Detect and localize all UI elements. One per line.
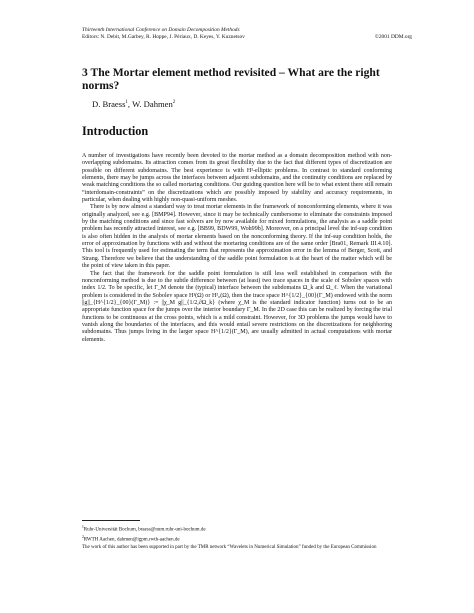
editors-line: Editors: N. Debit, M.Garbey, R. Hoppe, J. Périaux, D. Keyes, Y. Kuznetsov: [82, 33, 245, 40]
author-name: D. Braess: [92, 98, 126, 109]
footnote-text: RWTH Aachen, dahmen@igpm.rwth-aachen.de: [83, 537, 180, 543]
footnote: [82, 524, 392, 534]
footnote-text: Ruhr-Universität Bochum, braess@num.ruhr-uni-bochum.de: [83, 527, 206, 533]
footnote-mark: 1: [82, 525, 84, 529]
conference-name: Thirteenth International Conference on Domain Decomposition Methods: [82, 27, 240, 33]
author-name: , W. Dahmen: [127, 98, 173, 109]
footnote: [82, 534, 392, 544]
footnote-mark: 2: [82, 535, 84, 540]
footnote: [82, 545, 392, 551]
footnote-mark: 1: [125, 100, 128, 105]
paragraph: A number of investigations have recently been devoted to the mortar method as a domain decomposition method with non-overlapping subdomains. Its attraction comes from its great flexibility due to the fact that different types of discretization are possible on different subdomains. The best experience is with H¹-elliptic problems. In contrast to standard conforming elements, there may be jumps across the interfaces between adjacent subdomains, and the continuity conditions are replaced by weak matching conditions the so called mortaring conditions. Our guiding question here will be to what extent there still remain “interdomain-constraints” on the discretizations which are possibly imposed by stability and accuracy requirements, in particular, when dealing with highly non-quasi-uniform meshes.: [82, 153, 392, 204]
footnotes: [82, 524, 392, 551]
footnote-mark: 2: [172, 100, 176, 105]
author-line: [92, 98, 175, 109]
paragraph: The fact that the framework for the saddle point formulation is still less well established in comparison with the nonconforming method is due to the subtle difference between (at least) two trace spaces in the scale of Sobolev spaces with index 1/2. To be specific, let Γ_M denote the (typical) interface between the subdomains Ω_k and Ω_ℓ. When the variational problem is considered in the Sobolev space H¹(Ω) or H¹₀(Ω), then the trace space H^{1/2}_{00}(Γ_M) endowed with the norm ||g||_{H^{1/2}_{00}(Γ_M)} := ||χ_M g||_{1/2,∂Ω_k} (where χ_M is the standard indicator function) turns out to be an appropriate function space for the jumps over the interior boundary Γ_M. In the 2D case this can be realized by forcing the trial functions to be continuous at the cross points, which is a mild constraint. However, for 3D problems the jumps would have to vanish along the boundaries of the interfaces, and this would entail severe restrictions on the discretizations for neighboring subdomains. Thus jumps living in the larger space H^{1/2}(Γ_M), are usually admitted in actual computations with mortar elements.: [82, 270, 392, 343]
paper-title: 3 The Mortar element method revisited – What are the right norms?: [82, 66, 380, 92]
footnote-divider: [82, 520, 140, 521]
copyright-notice: ©2001 DDM.org: [374, 34, 412, 40]
footnote-text: The work of this author has been supported in part by the TMR network “Wavelets in Numerical Simulation” funded by the European Commission: [82, 544, 377, 550]
section-heading: Introduction: [82, 124, 149, 138]
body-text: [82, 153, 392, 344]
paragraph: There is by now almost a standard way to treat mortar elements in the framework of nonconforming elements, where it was originally analyzed, see e.g. [BMP94]. However, since it may be technically cumbersome to eliminate the constraints imposed by the matching conditions and since fast solvers are by now available for mixed formulations, the analysis as a saddle point problem has recently attracted interest, see e.g. [BB99, BDW99, Woh99b]. Moreover, on a principal level the inf-sup condition is also often hidden in the analysis of mortar elements based on the nonconforming theory. If the inf-sup condition holds, the error of approximation by functions with and without the mortaring conditions are of the same order [Bra01, Remark III.4.10]. This tool is frequently used for estimating the term that represents the approximation error in the lemma of Berger, Scott, and Strang. Therefore we believe that the understanding of the saddle point formulation is at the heart of the matter which will be the point of view taken in this paper.: [82, 204, 392, 270]
running-header: [82, 27, 412, 40]
